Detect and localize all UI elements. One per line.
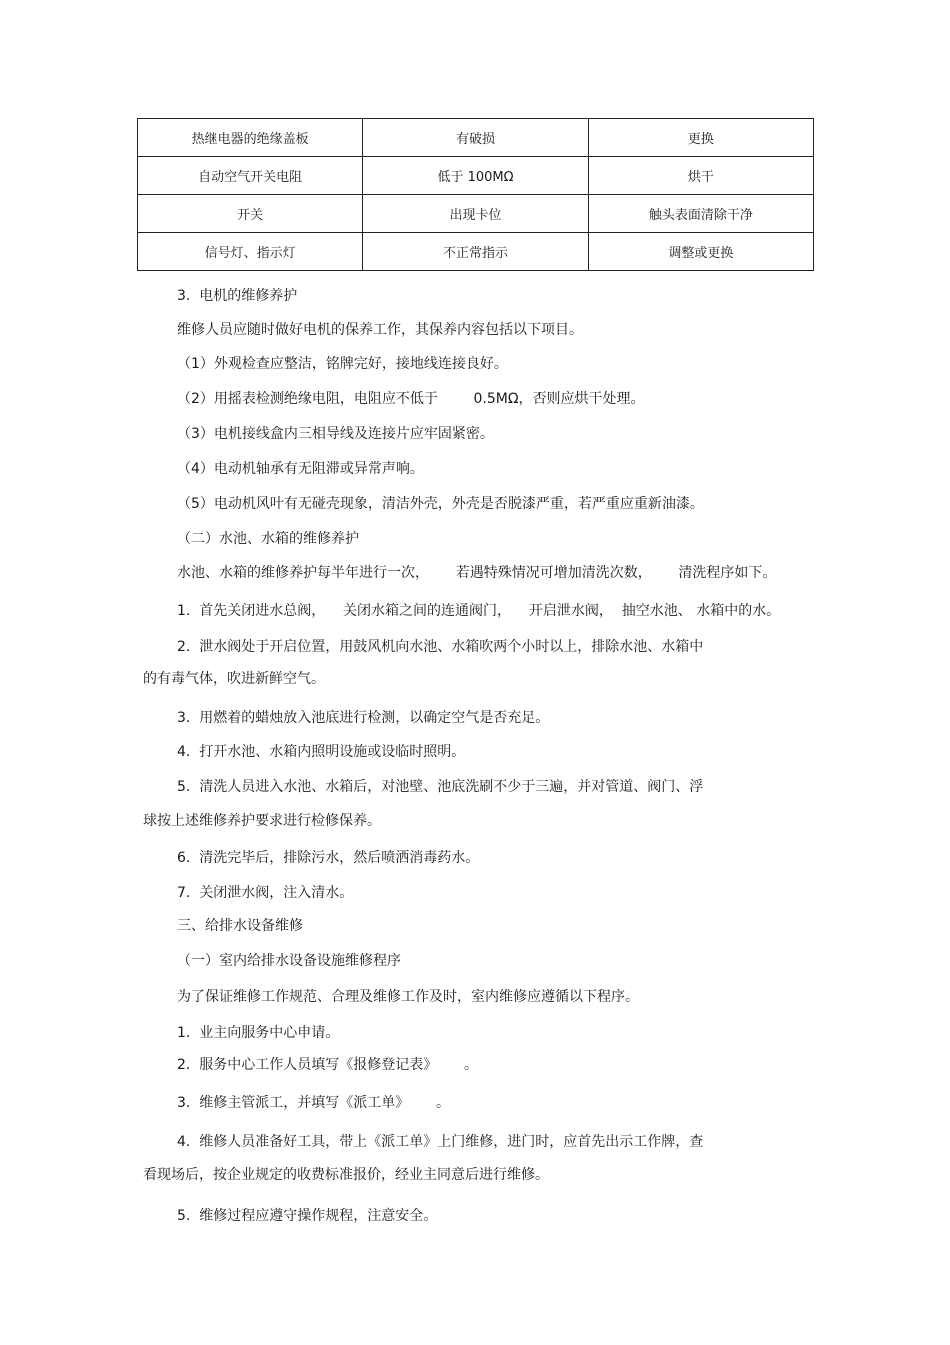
maintenance-table <box>137 118 814 271</box>
paragraph: 水池、水箱的维修养护每半年进行一次， 若遇特殊情况可增加清洗次数， 清洗程序如下。 <box>177 565 777 581</box>
list-item: （2）用摇表检测绝缘电阻，电阻应不低于 0.5MΩ，否则应烘干处理。 <box>177 391 645 407</box>
list-item: 5. 维修过程应遵守操作规程，注意安全。 <box>177 1208 438 1224</box>
list-item: 6. 清洗完毕后，排除污水，然后喷洒消毒药水。 <box>177 850 480 866</box>
table-row <box>138 119 814 157</box>
table-cell: 有破损 <box>363 119 588 157</box>
list-item: 4. 打开水池、水箱内照明设施或设临时照明。 <box>177 744 466 760</box>
table-cell: 更换 <box>588 119 813 157</box>
list-item: 3. 用燃着的蜡烛放入池底进行检测，以确定空气是否充足。 <box>177 710 550 726</box>
list-item: 7. 关闭泄水阀，注入清水。 <box>177 885 354 901</box>
list-item: （1）外观检查应整洁，铭牌完好，接地线连接良好。 <box>177 356 508 372</box>
list-item: （4）电动机轴承有无阻滞或异常声响。 <box>177 461 424 477</box>
list-item: 3. 维修主管派工，并填写《派工单》 。 <box>177 1095 450 1111</box>
list-item-continuation: 的有毒气体，吹进新鲜空气。 <box>143 671 325 687</box>
table-row <box>138 195 814 233</box>
list-item: 2. 服务中心工作人员填写《报修登记表》 。 <box>177 1057 478 1073</box>
section-heading: （二）水池、水箱的维修养护 <box>177 531 359 547</box>
paragraph: 维修人员应随时做好电机的保养工作，其保养内容包括以下项目。 <box>177 322 583 338</box>
table-cell: 调整或更换 <box>588 233 813 271</box>
list-item: 1. 业主向服务中心申请。 <box>177 1025 340 1041</box>
table-cell: 不正常指示 <box>363 233 588 271</box>
table-cell: 自动空气开关电阻 <box>138 157 363 195</box>
table-cell: 触头表面清除干净 <box>588 195 813 233</box>
section-heading: 3. 电机的维修养护 <box>177 288 298 304</box>
section-heading: （一）室内给排水设备设施维修程序 <box>177 953 401 969</box>
table-cell: 出现卡位 <box>363 195 588 233</box>
list-item-continuation: 看现场后，按企业规定的收费标准报价，经业主同意后进行维修。 <box>143 1167 549 1183</box>
table-row <box>138 157 814 195</box>
table-cell: 低于 100MΩ <box>363 157 588 195</box>
list-item: （3）电机接线盒内三相导线及连接片应牢固紧密。 <box>177 426 494 442</box>
list-item: 2. 泄水阀处于开启位置，用鼓风机向水池、水箱吹两个小时以上，排除水池、水箱中 <box>177 639 704 655</box>
list-item: （5）电动机风叶有无碰壳现象，清洁外壳，外壳是否脱漆严重，若严重应重新油漆。 <box>177 496 704 512</box>
table-cell: 信号灯、指示灯 <box>138 233 363 271</box>
list-item: 5. 清洗人员进入水池、水箱后，对池壁、池底洗刷不少于三遍，并对管道、阀门、浮 <box>177 779 704 795</box>
list-item: 1. 首先关闭进水总阀， 关闭水箱之间的连通阀门， 开启泄水阀， 抽空水池、 水箱中的水。 <box>177 603 781 619</box>
list-item: 4. 维修人员准备好工具，带上《派工单》上门维修，进门时，应首先出示工作牌，查 <box>177 1134 704 1150</box>
table-cell: 热继电器的绝缘盖板 <box>138 119 363 157</box>
paragraph: 为了保证维修工作规范、合理及维修工作及时，室内维修应遵循以下程序。 <box>177 989 639 1005</box>
table-row <box>138 233 814 271</box>
table-cell: 烘干 <box>588 157 813 195</box>
list-item-continuation: 球按上述维修养护要求进行检修保养。 <box>143 813 381 829</box>
section-heading: 三、给排水设备维修 <box>177 918 303 934</box>
table-cell: 开关 <box>138 195 363 233</box>
